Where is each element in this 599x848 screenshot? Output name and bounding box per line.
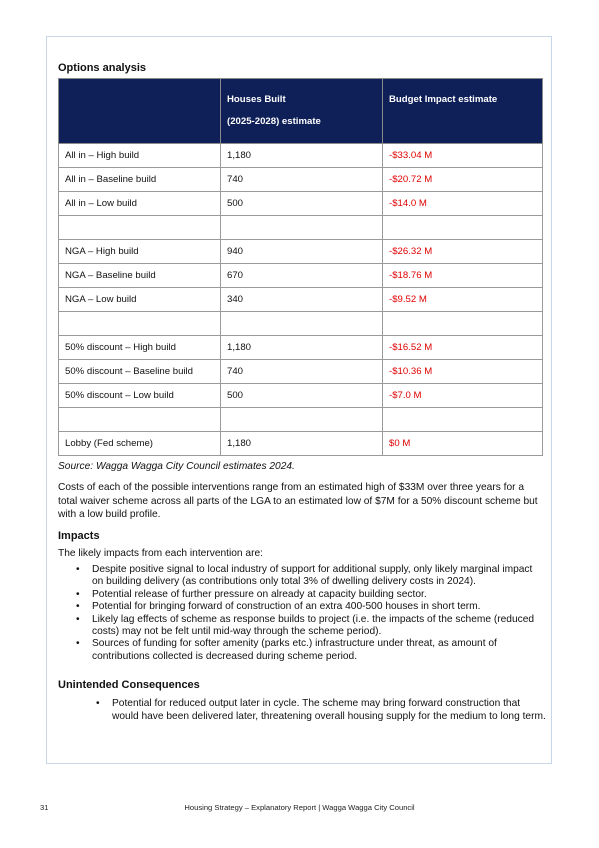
row-label-cell: 50% discount – Low build	[59, 384, 221, 408]
impacts-list	[58, 564, 546, 663]
houses-built-cell	[221, 312, 383, 336]
table-header-empty	[59, 79, 221, 144]
budget-impact-cell: -$33.04 M	[383, 144, 543, 168]
table-source-note: Source: Wagga Wagga City Council estimates 2024.	[58, 461, 295, 472]
table-row	[59, 336, 543, 360]
table-row	[59, 360, 543, 384]
houses-built-sub-label: (2025-2028) estimate	[227, 116, 321, 127]
row-label-cell: NGA – Baseline build	[59, 264, 221, 288]
budget-impact-cell: -$16.52 M	[383, 336, 543, 360]
cost-paragraph: Costs of each of the possible interventions range from an estimated high of $33M over three years for a total waiver scheme across all parts of the LGA to an estimated low of $7M for a 50% discount scheme but with a low build profile.	[58, 482, 538, 520]
table-row	[59, 168, 543, 192]
table-row	[59, 144, 543, 168]
houses-built-cell: 740	[221, 360, 383, 384]
table-header-row	[59, 79, 543, 144]
houses-built-cell: 670	[221, 264, 383, 288]
houses-built-cell: 1,180	[221, 432, 383, 456]
table-row	[59, 288, 543, 312]
houses-built-cell	[221, 216, 383, 240]
row-label-cell: All in – High build	[59, 144, 221, 168]
houses-built-cell: 740	[221, 168, 383, 192]
row-label-cell: All in – Baseline build	[59, 168, 221, 192]
houses-built-cell: 500	[221, 384, 383, 408]
unintended-consequences-heading: Unintended Consequences	[58, 679, 200, 691]
list-item: • Potential for reduced output later in cycle. The scheme may bring forward construction that would have been delivered later, threatening overall housing supply for the medium to long term.	[88, 697, 546, 723]
row-label-cell: Lobby (Fed scheme)	[59, 432, 221, 456]
table-row	[59, 192, 543, 216]
houses-built-cell: 1,180	[221, 144, 383, 168]
budget-impact-cell	[383, 216, 543, 240]
footer-text: Housing Strategy – Explanatory Report | Wagga Wagga City Council	[184, 803, 415, 812]
table-row	[59, 384, 543, 408]
page-number: 31	[40, 803, 49, 812]
budget-impact-cell	[383, 312, 543, 336]
table-header-budget-impact: Budget Impact estimate	[383, 79, 543, 144]
budget-impact-cell: -$26.32 M	[383, 240, 543, 264]
row-label-cell: All in – Low build	[59, 192, 221, 216]
list-item: • Sources of funding for softer amenity (parks etc.) infrastructure under threat, as amount of contributions collected is decreased during scheme period.	[58, 638, 546, 663]
row-label-cell: NGA – Low build	[59, 288, 221, 312]
list-item: • Despite positive signal to local industry of support for additional supply, only likely marginal impact on building delivery (as contributions only total 3% of dwelling delivery costs in 2024).	[58, 564, 546, 589]
table-row	[59, 408, 543, 432]
budget-impact-cell: -$20.72 M	[383, 168, 543, 192]
row-label-cell	[59, 312, 221, 336]
budget-impact-cell: -$14.0 M	[383, 192, 543, 216]
budget-impact-cell: -$10.36 M	[383, 360, 543, 384]
options-table	[58, 78, 543, 456]
table-row	[59, 312, 543, 336]
houses-built-cell: 940	[221, 240, 383, 264]
houses-built-cell: 340	[221, 288, 383, 312]
unintended-consequences-list	[88, 697, 546, 723]
table-row	[59, 432, 543, 456]
list-item: • Potential release of further pressure on already at capacity building sector.	[58, 589, 546, 601]
budget-impact-cell: -$9.52 M	[383, 288, 543, 312]
budget-impact-cell	[383, 408, 543, 432]
row-label-cell	[59, 216, 221, 240]
budget-impact-cell: -$7.0 M	[383, 384, 543, 408]
row-label-cell	[59, 408, 221, 432]
table-row	[59, 216, 543, 240]
row-label-cell: 50% discount – High build	[59, 336, 221, 360]
houses-built-cell	[221, 408, 383, 432]
row-label-cell: 50% discount – Baseline build	[59, 360, 221, 384]
budget-impact-cell: $0 M	[383, 432, 543, 456]
impacts-heading: Impacts	[58, 530, 100, 542]
options-analysis-heading: Options analysis	[58, 62, 147, 74]
budget-impact-cell: -$18.76 M	[383, 264, 543, 288]
table-row	[59, 264, 543, 288]
table-body	[59, 144, 543, 456]
houses-built-cell: 500	[221, 192, 383, 216]
row-label-cell: NGA – High build	[59, 240, 221, 264]
houses-built-label: Houses Built	[227, 94, 286, 105]
impacts-intro: The likely impacts from each intervention are:	[58, 548, 263, 559]
list-item: • Likely lag effects of scheme as response builds to project (i.e. the impacts of the scheme (reduced costs) may not be felt until mid-way through the scheme period).	[58, 614, 546, 639]
list-item: • Potential for bringing forward of construction of an extra 400-500 houses in short term.	[58, 601, 546, 613]
table-header-houses-built	[221, 79, 383, 144]
table-row	[59, 240, 543, 264]
houses-built-cell: 1,180	[221, 336, 383, 360]
